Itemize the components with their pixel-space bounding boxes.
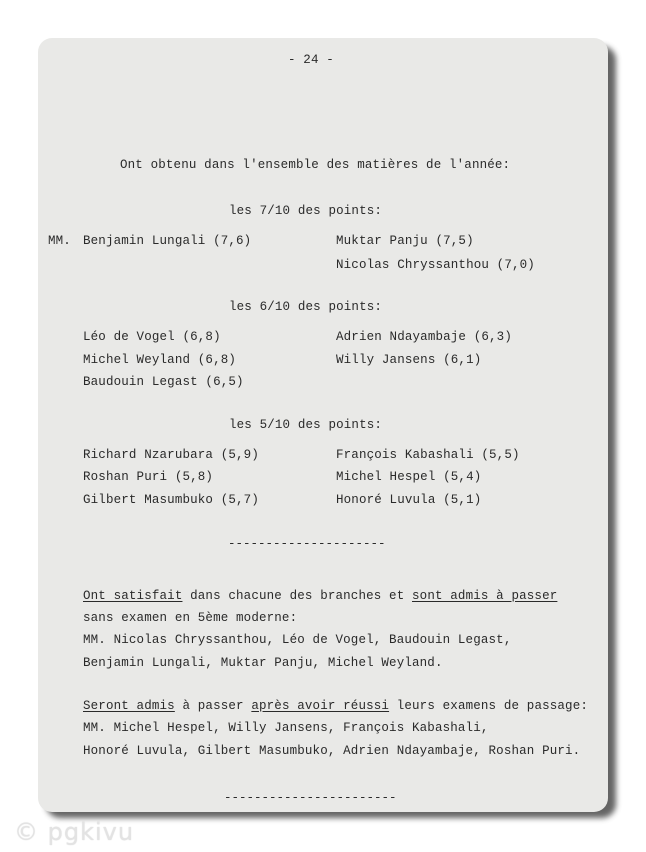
list-item: Benjamin Lungali (7,6) bbox=[83, 234, 252, 248]
list-item: Michel Hespel (5,4) bbox=[336, 470, 482, 484]
mm-prefix: MM. bbox=[48, 234, 71, 248]
heading-7-10: les 7/10 des points: bbox=[229, 204, 383, 218]
list-item: Richard Nzarubara (5,9) bbox=[83, 448, 259, 462]
page-number: - 24 - bbox=[288, 53, 334, 67]
heading-6-10: les 6/10 des points: bbox=[229, 300, 383, 314]
list-item: Nicolas Chryssanthou (7,0) bbox=[336, 258, 535, 272]
text-span: à passer bbox=[174, 699, 252, 713]
list-item: Michel Weyland (6,8) bbox=[83, 353, 237, 367]
conditional-line-2: MM. Michel Hespel, Willy Jansens, François Kabashali, bbox=[83, 721, 489, 735]
underlined-phrase: après avoir réussi bbox=[251, 699, 390, 713]
list-item: Gilbert Masumbuko (5,7) bbox=[83, 493, 259, 507]
list-item: Willy Jansens (6,1) bbox=[336, 353, 482, 367]
underlined-phrase: sont admis à passer bbox=[412, 589, 558, 603]
underlined-phrase: Ont satisfait bbox=[83, 589, 183, 603]
heading-5-10: les 5/10 des points: bbox=[229, 418, 383, 432]
list-item: Baudouin Legast (6,5) bbox=[83, 375, 244, 389]
text-span: leurs examens de passage: bbox=[389, 699, 589, 713]
list-item: Honoré Luvula (5,1) bbox=[336, 493, 482, 507]
list-item: Muktar Panju (7,5) bbox=[336, 234, 474, 248]
satisfied-line-1 bbox=[83, 589, 557, 603]
list-item: Léo de Vogel (6,8) bbox=[83, 330, 221, 344]
separator: --------------------- bbox=[228, 537, 386, 551]
list-item: Roshan Puri (5,8) bbox=[83, 470, 214, 484]
satisfied-line-2: sans examen en 5ème moderne: bbox=[83, 611, 298, 625]
satisfied-line-3: MM. Nicolas Chryssanthou, Léo de Vogel, Baudouin Legast, bbox=[83, 633, 512, 647]
conditional-line-3: Honoré Luvula, Gilbert Masumbuko, Adrien Ndayambaje, Roshan Puri. bbox=[83, 744, 581, 758]
satisfied-line-4: Benjamin Lungali, Muktar Panju, Michel Weyland. bbox=[83, 656, 443, 670]
underlined-phrase: Seront admis bbox=[83, 699, 175, 713]
text-span: dans chacune des branches et bbox=[182, 589, 413, 603]
intro-line: Ont obtenu dans l'ensemble des matières de l'année: bbox=[120, 158, 511, 172]
separator: ----------------------- bbox=[224, 791, 397, 805]
conditional-line-1 bbox=[83, 699, 588, 713]
list-item: François Kabashali (5,5) bbox=[336, 448, 520, 462]
list-item: Adrien Ndayambaje (6,3) bbox=[336, 330, 512, 344]
watermark: © pgkivu bbox=[14, 818, 135, 846]
